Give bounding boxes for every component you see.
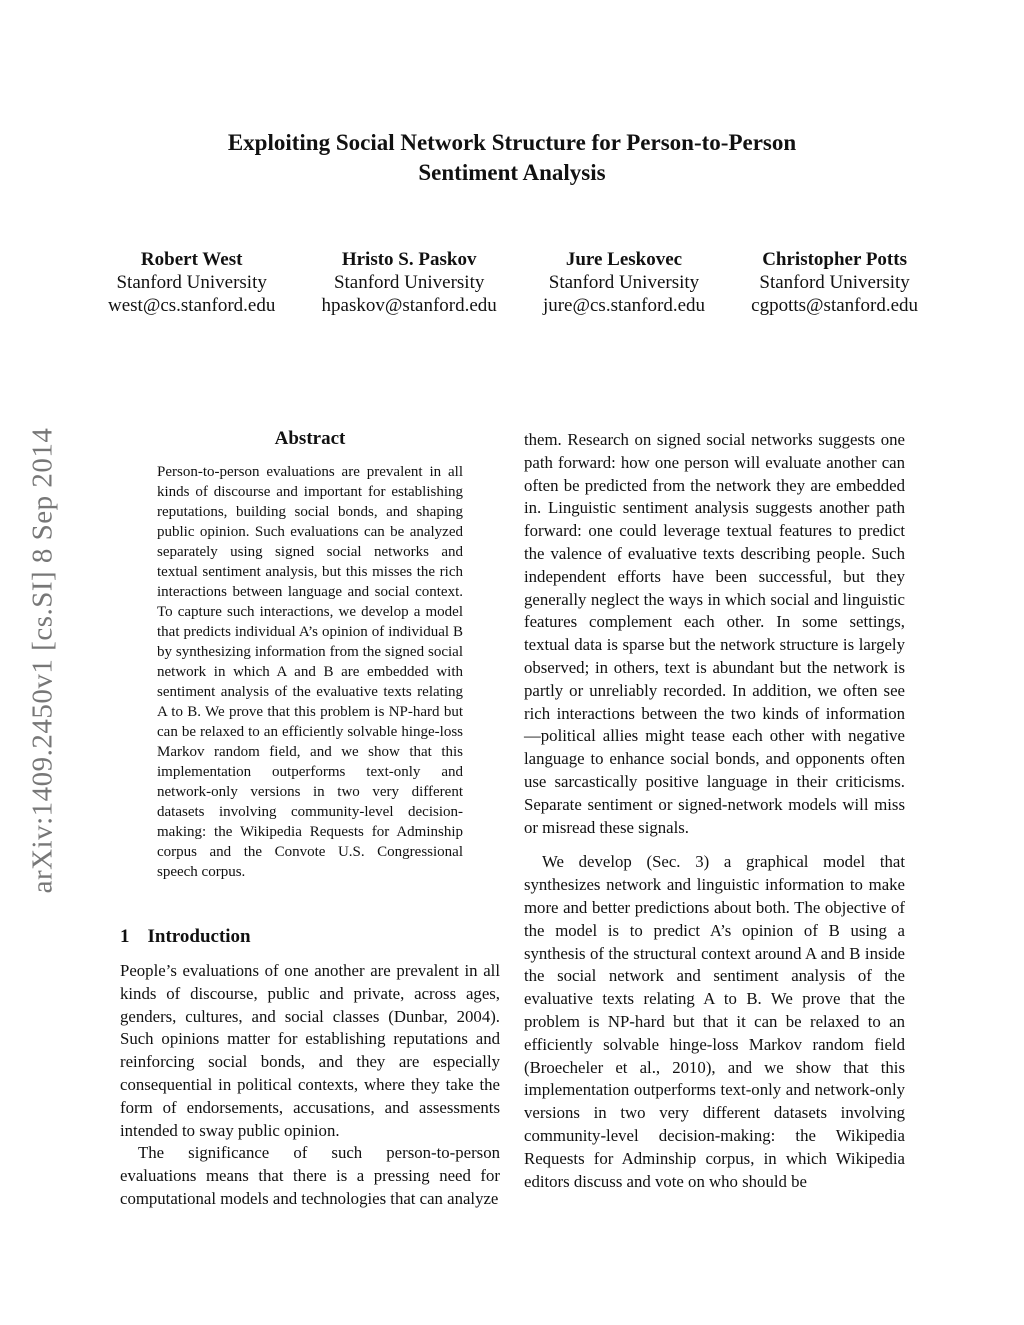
arxiv-identifier bbox=[20, 380, 66, 940]
abstract-section bbox=[157, 428, 463, 882]
section-heading bbox=[120, 926, 251, 948]
author-block bbox=[751, 248, 918, 317]
author-email: jure@cs.stanford.edu bbox=[542, 295, 706, 316]
author-list bbox=[108, 248, 918, 317]
arxiv-identifier-text: arXiv:1409.2450v1 [cs.SI] 8 Sep 2014 bbox=[26, 427, 59, 893]
author-name: Jure Leskovec bbox=[565, 249, 683, 270]
intro-left-column bbox=[120, 960, 500, 1211]
intro-right-column bbox=[524, 429, 905, 1193]
author-email: west@cs.stanford.edu bbox=[108, 295, 276, 316]
author-name: Robert West bbox=[140, 249, 243, 270]
intro-paragraph: The significance of such person-to-person evaluations means that there is a pressing need for computational models and technologies that can analyze bbox=[120, 1143, 500, 1208]
author-email: hpaskov@stanford.edu bbox=[321, 295, 497, 316]
author-affiliation: Stanford University bbox=[548, 272, 700, 293]
author-email: cgpotts@stanford.edu bbox=[751, 295, 918, 316]
author-affiliation: Stanford University bbox=[759, 272, 910, 293]
title-line-1: Exploiting Social Network Structure for Person-to-Person bbox=[227, 130, 797, 155]
body-paragraph: We develop (Sec. 3) a graphical model that synthesizes network and linguistic information to make more and better predictions about both. The objective of the model is to predict A’s opinion of B using a synthesis of the structural context around A and B inside the social network and sentiment analysis of the evaluative texts relating A to B. We prove that the problem is NP-hard but that it can be relaxed to an efficiently solvable hinge-loss Markov random field (Broecheler et al., 2010), and we show that this implementation outperforms text-only and network-only versions in two very different datasets involving community-level decision-making: the Wikipedia Requests for Adminship corpus, in which Wikipedia editors discuss and vote on who should be bbox=[524, 852, 905, 1191]
author-block bbox=[322, 248, 497, 317]
author-name: Christopher Potts bbox=[762, 249, 907, 270]
author-block bbox=[108, 248, 275, 317]
abstract-heading: Abstract bbox=[274, 428, 346, 449]
intro-paragraph: People’s evaluations of one another are prevalent in all kinds of discourse, public and private, across ages, genders, cultures, and social classes (Dunbar, 2004). Such opinions matter for establishing reputations and reinforcing social bonds, and they are especially consequential in political contexts, where they take the form of endorsements, accusations, and assessments intended to sway public opinion. bbox=[120, 961, 500, 1140]
abstract-text: Person-to-person evaluations are prevalent in all kinds of discourse and important for establishing reputations, building social bonds, and shaping public opinion. Such evaluations can be analyzed separately using signed social networks and textual sentiment analysis, but this misses the rich interactions between language and social context. To capture such interactions, we develop a model that predicts individual A’s opinion of individual B by synthesizing information from the signed social network in which A and B are embedded with sentiment analysis of the evaluative texts relating A to B. We prove that this problem is NP-hard but can be relaxed to an efficiently solvable hinge-loss Markov random field, and we show that this implementation outperforms text-only and network-only versions in two very different datasets involving community-level decision-making: the Wikipedia Requests for Adminship corpus and the Convote U.S. Congressional speech corpus. bbox=[157, 464, 463, 880]
author-name: Hristo S. Paskov bbox=[341, 249, 477, 270]
paper-title bbox=[150, 128, 874, 188]
body-paragraph: them. Research on signed social networks suggests one path forward: how one person will evaluate another can often be predicted from the network they are embedded in. Linguistic sentiment analysis suggests another path forward: one could leverage textual features to predict the valence of evaluative texts describing people. Such independent efforts have been successful, but they generally neglect the ways in which social and linguistic features complement each other. In some settings, textual data is sparse but the network structure is largely observed; in others, text is abundant but the network is partly or unreliably recorded. In addition, we often see rich interactions between the two kinds of information—political allies might tease each other with negative language to enhance social bonds, and opponents often use sarcastically positive language in their criticisms. Separate sentiment or signed-network models will miss or misread these signals. bbox=[524, 430, 905, 837]
author-affiliation: Stanford University bbox=[333, 272, 485, 293]
section-number: 1 bbox=[120, 926, 130, 947]
author-block bbox=[543, 248, 705, 317]
section-title: Introduction bbox=[147, 926, 251, 947]
author-affiliation: Stanford University bbox=[116, 272, 267, 293]
title-line-2: Sentiment Analysis bbox=[418, 160, 606, 185]
